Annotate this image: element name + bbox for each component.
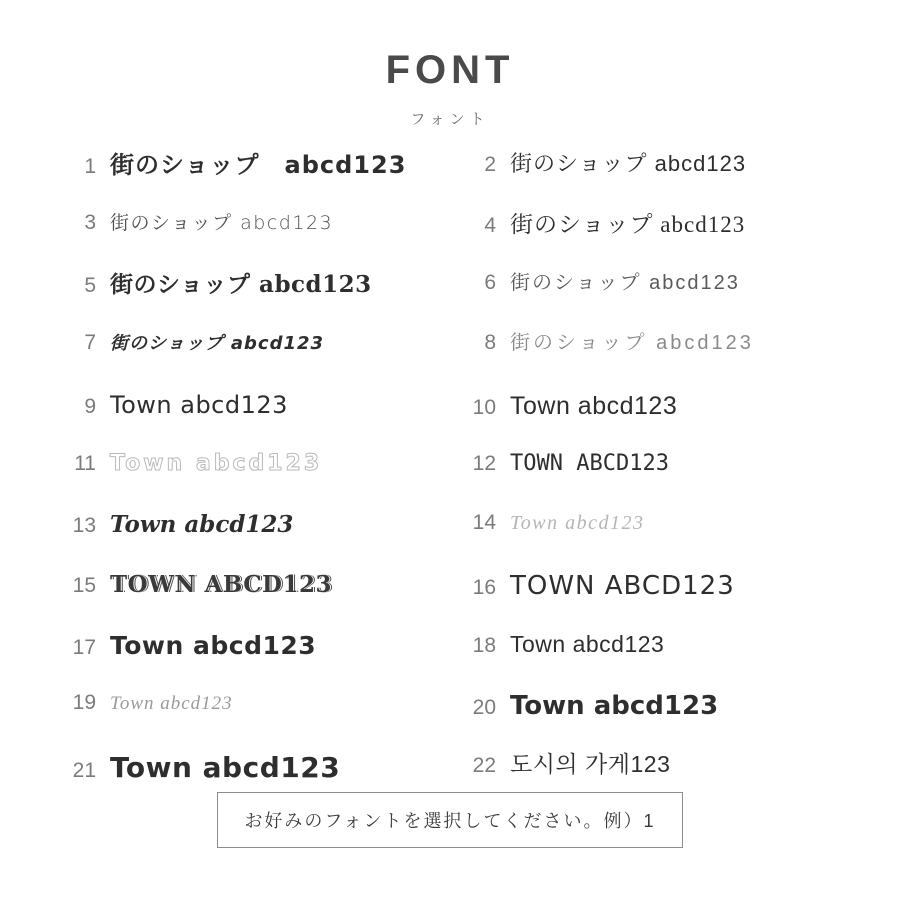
font-option-8[interactable]: [450, 331, 850, 391]
instruction-note: お好みのフォントを選択してください。例）1: [217, 792, 682, 848]
font-option-sample: TOWN ABCD123: [510, 451, 669, 476]
font-option-number: 6: [484, 271, 496, 294]
font-option-number: 14: [472, 511, 496, 534]
font-option-number: 7: [84, 331, 96, 354]
font-option-sample: Town abcd123: [110, 631, 317, 660]
font-option-18[interactable]: [450, 631, 850, 691]
font-option-number: 9: [84, 395, 96, 418]
font-option-number: 11: [74, 452, 96, 475]
font-option-1[interactable]: [50, 151, 450, 211]
font-option-20[interactable]: [450, 691, 850, 751]
font-option-7[interactable]: [50, 331, 450, 391]
font-option-2[interactable]: [450, 151, 850, 211]
font-option-number: 18: [472, 634, 496, 657]
font-option-15[interactable]: [50, 571, 450, 631]
font-option-number: 2: [484, 153, 496, 176]
font-option-number: 8: [484, 331, 496, 354]
font-option-number: 5: [84, 274, 96, 297]
font-option-sample: Town abcd123: [110, 751, 341, 784]
font-option-number: 21: [72, 759, 96, 782]
font-option-sample: 街のショップ abcd123: [110, 271, 372, 298]
header: [0, 0, 900, 129]
font-option-sample: Town abcd123: [510, 691, 719, 721]
font-option-sample: TOWN ABCD123: [110, 571, 332, 598]
font-option-sample: Town abcd123: [110, 451, 323, 476]
font-option-5[interactable]: [50, 271, 450, 331]
font-option-sample: 도시의 가게123: [510, 751, 671, 777]
font-option-number: 15: [72, 574, 96, 597]
font-option-sample: 街のショップ abcd123: [110, 212, 334, 234]
font-option-16[interactable]: [450, 571, 850, 631]
font-option-3[interactable]: [50, 211, 450, 271]
footer: [0, 792, 900, 848]
font-option-sample: Town abcd123: [510, 512, 645, 534]
font-option-number: 17: [72, 636, 96, 659]
font-option-sample: 街のショップ abcd123: [510, 151, 747, 176]
font-option-14[interactable]: [450, 511, 850, 571]
page-subtitle: フォント: [410, 111, 490, 128]
font-option-sample: 街のショップ abcd123: [510, 272, 740, 294]
font-option-sample: Town abcd123: [110, 391, 288, 419]
font-option-19[interactable]: [50, 691, 450, 751]
font-option-number: 16: [472, 576, 496, 599]
font-option-12[interactable]: [450, 451, 850, 511]
font-option-sample: Town abcd123: [510, 392, 678, 420]
font-option-number: 3: [84, 211, 96, 234]
font-option-number: 12: [472, 452, 496, 475]
page-title: FONT: [385, 48, 515, 92]
font-option-13[interactable]: [50, 511, 450, 571]
font-option-4[interactable]: [450, 211, 850, 271]
font-option-number: 1: [84, 155, 96, 178]
font-option-sample: 街のショップ abcd123: [110, 333, 325, 354]
font-option-11[interactable]: [50, 451, 450, 511]
font-option-sample: TOWN ABCD123: [510, 571, 735, 601]
font-option-sample: 街のショップ abcd123: [510, 212, 746, 237]
font-list: [50, 151, 850, 811]
font-option-number: 19: [72, 691, 96, 714]
font-option-10[interactable]: [450, 391, 850, 451]
font-option-number: 20: [472, 696, 496, 719]
font-option-9[interactable]: [50, 391, 450, 451]
font-option-sample: Town abcd123: [110, 693, 233, 714]
font-option-number: 4: [484, 214, 496, 237]
font-option-sample: 街のショップ abcd123: [110, 151, 407, 179]
font-option-sample: 街のショップ abcd123: [510, 332, 754, 354]
font-option-sample: Town abcd123: [110, 511, 294, 538]
font-option-sample: Town abcd123: [510, 631, 665, 657]
font-option-17[interactable]: [50, 631, 450, 691]
font-option-6[interactable]: [450, 271, 850, 331]
font-option-number: 10: [472, 396, 496, 419]
font-option-number: 13: [72, 514, 96, 537]
font-option-number: 22: [472, 754, 496, 777]
